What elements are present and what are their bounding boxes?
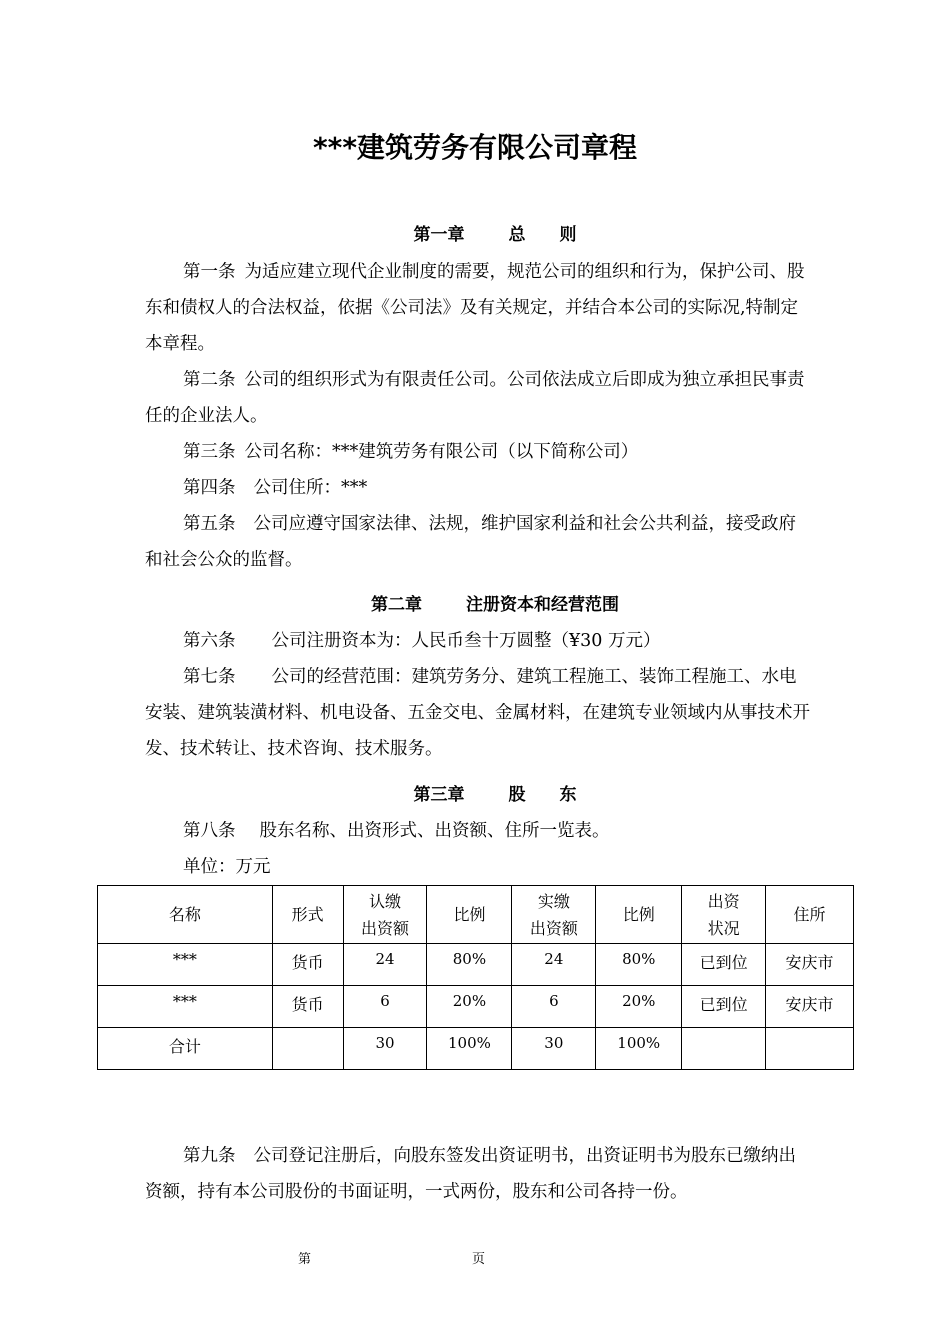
article-9-text: 公司登记注册后，向股东签发出资证明书，出资证明书为股东已缴纳出资额，持有本公司股份的书面证明，一式两份，股东和公司各持一份。 [145, 1146, 796, 1202]
chapter-2-heading [0, 592, 950, 618]
article-4 [183, 470, 367, 506]
cell-form [272, 1028, 343, 1070]
cell-subscribed: 30 [343, 1028, 427, 1070]
article-8-text: 股东名称、出资形式、出资额、住所一览表。 [259, 821, 610, 841]
article-7 [145, 659, 811, 767]
article-7-label: 第七条 [183, 667, 236, 687]
shareholder-table [97, 885, 854, 1070]
article-1 [145, 254, 811, 362]
cell-paid: 24 [512, 944, 596, 986]
cell-name: *** [98, 986, 273, 1028]
chapter-1-name: 总 则 [508, 225, 577, 245]
cell-status: 已到位 [682, 986, 766, 1028]
cell-paid: 6 [512, 986, 596, 1028]
article-5 [145, 506, 811, 578]
cell-subscribed: 24 [343, 944, 427, 986]
header-form: 形式 [272, 886, 343, 944]
cell-status [682, 1028, 766, 1070]
table-row [98, 944, 854, 986]
header-subscribed: 认缴 出资额 [343, 886, 427, 944]
article-5-text: 公司应遵守国家法律、法规，维护国家利益和社会公共利益，接受政府和社会公众的监督。 [145, 514, 796, 570]
cell-ratio-1: 100% [427, 1028, 512, 1070]
header-name: 名称 [98, 886, 273, 944]
article-4-text: 公司住所：*** [253, 478, 368, 498]
article-4-label: 第四条 [183, 478, 236, 498]
article-6 [183, 623, 660, 659]
cell-form: 货币 [272, 986, 343, 1028]
cell-address: 安庆市 [766, 986, 854, 1028]
cell-subscribed: 6 [343, 986, 427, 1028]
table-row [98, 986, 854, 1028]
article-6-label: 第六条 [183, 631, 236, 651]
chapter-3-heading [0, 782, 950, 808]
cell-ratio-1: 80% [427, 944, 512, 986]
article-9 [145, 1138, 811, 1210]
chapter-1-heading [0, 222, 950, 248]
cell-address: 安庆市 [766, 944, 854, 986]
chapter-1-label: 第一章 [413, 225, 465, 245]
chapter-3-label: 第三章 [413, 785, 465, 805]
cell-name: *** [98, 944, 273, 986]
cell-ratio-2: 80% [596, 944, 682, 986]
cell-ratio-1: 20% [427, 986, 512, 1028]
header-status: 出资 状况 [682, 886, 766, 944]
footer-page-prefix: 第 [298, 1252, 312, 1267]
footer-page-suffix: 页 [472, 1252, 486, 1267]
article-1-text: 为适应建立现代企业制度的需要，规范公司的组织和行为，保护公司、股东和债权人的合法权益，依据《公司法》及有关规定，并结合本公司的实际况,特制定本章程。 [145, 262, 805, 354]
article-3-text: 公司名称：***建筑劳务有限公司（以下简称公司） [244, 442, 639, 462]
article-6-text: 公司注册资本为：人民币叁十万圆整（¥30 万元） [271, 631, 661, 651]
article-5-label: 第五条 [183, 514, 236, 534]
cell-form: 货币 [272, 944, 343, 986]
article-2-text: 公司的组织形式为有限责任公司。公司依法成立后即成为独立承担民事责任的企业法人。 [145, 370, 805, 426]
article-7-text: 公司的经营范围：建筑劳务分、建筑工程施工、装饰工程施工、水电安装、建筑装潢材料、机电设备、五金交电、金属材料，在建筑专业领域内从事技术开发、技术转让、技术咨询、技术服务。 [145, 667, 810, 759]
article-3 [183, 434, 638, 470]
table-header-row [98, 886, 854, 944]
article-1-label: 第一条 [183, 262, 236, 282]
article-9-label: 第九条 [183, 1146, 236, 1166]
unit-note: 单位：万元 [183, 857, 271, 877]
header-paid: 实缴 出资额 [512, 886, 596, 944]
chapter-2-label: 第二章 [371, 595, 422, 615]
article-8-label: 第八条 [183, 821, 236, 841]
header-ratio-2: 比例 [596, 886, 682, 944]
chapter-3-name: 股 东 [508, 785, 577, 805]
document-title: ***建筑劳务有限公司章程 [313, 131, 637, 164]
table-total-row [98, 1028, 854, 1070]
cell-address [766, 1028, 854, 1070]
cell-ratio-2: 100% [596, 1028, 682, 1070]
cell-status: 已到位 [682, 944, 766, 986]
article-3-label: 第三条 [183, 442, 236, 462]
article-2 [145, 362, 811, 434]
cell-ratio-2: 20% [596, 986, 682, 1028]
header-ratio-1: 比例 [427, 886, 512, 944]
cell-paid: 30 [512, 1028, 596, 1070]
cell-total-label: 合计 [98, 1028, 273, 1070]
header-address: 住所 [766, 886, 854, 944]
chapter-2-name: 注册资本和经营范围 [466, 595, 619, 615]
article-8 [183, 813, 610, 849]
article-2-label: 第二条 [183, 370, 236, 390]
